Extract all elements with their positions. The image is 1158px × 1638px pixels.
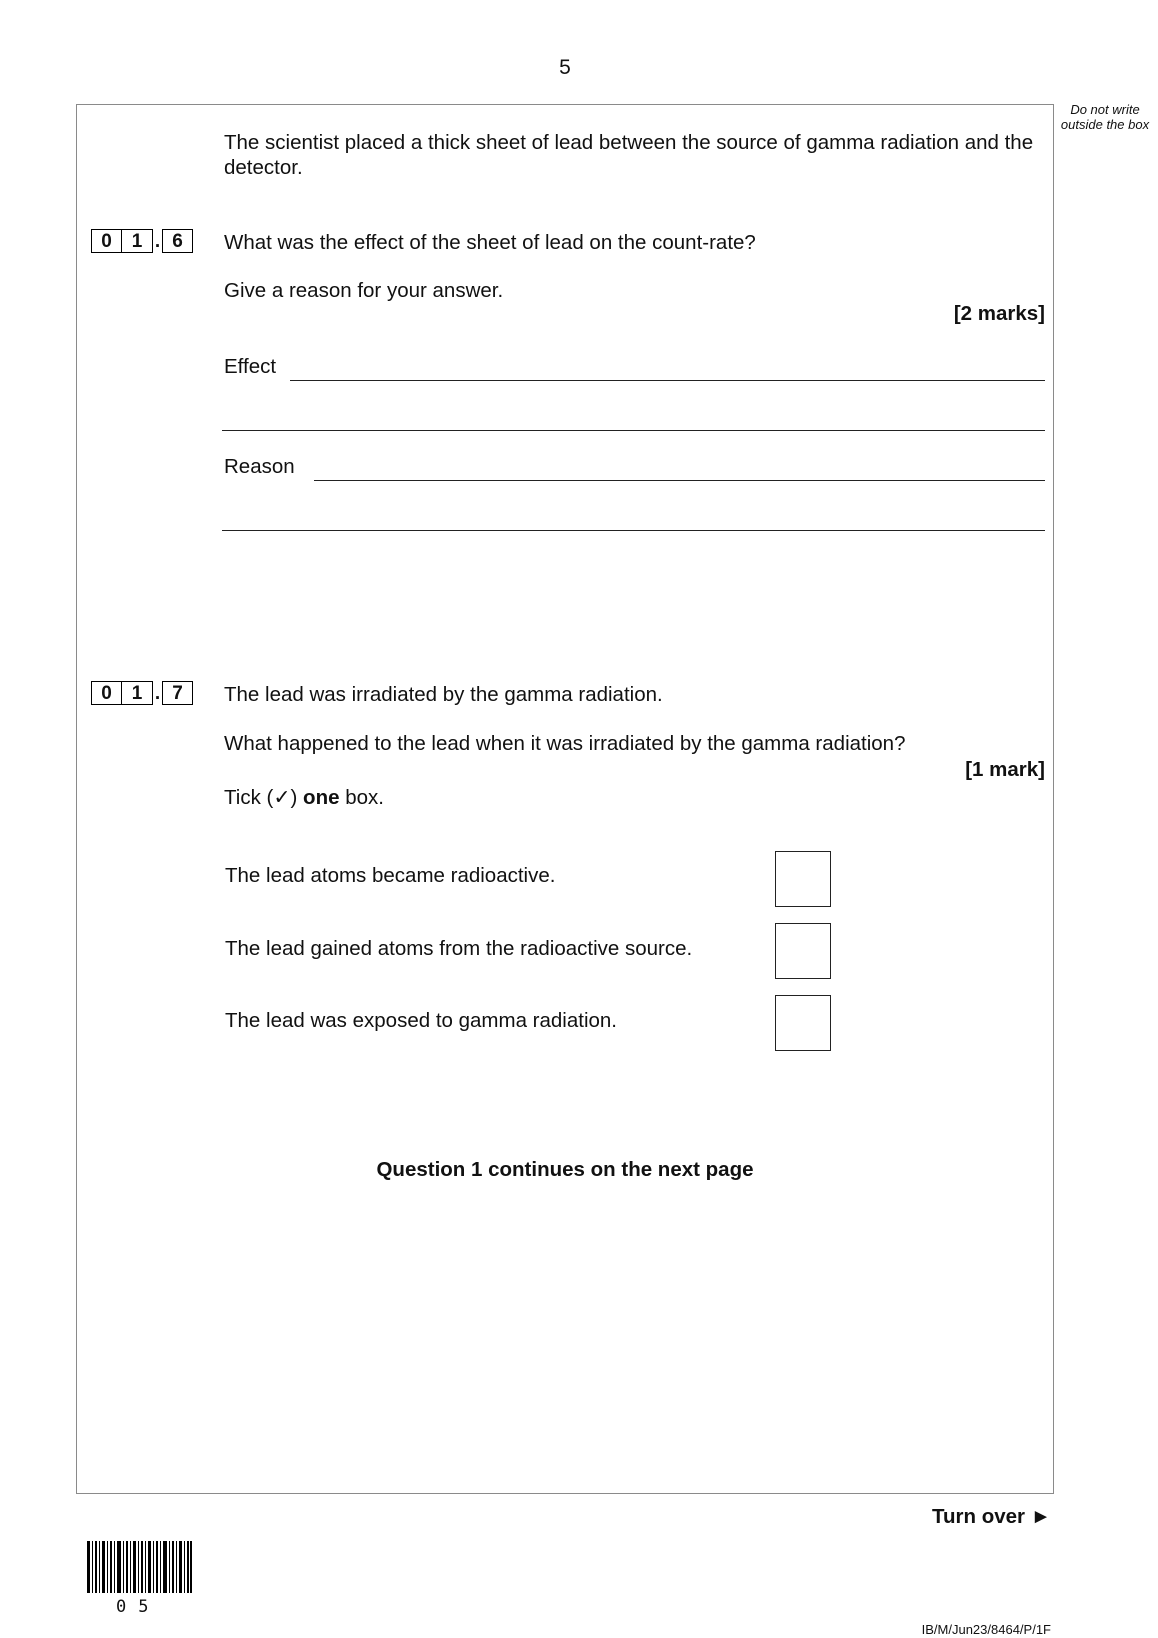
option-label: The lead gained atoms from the radioactive source. bbox=[225, 937, 693, 960]
reason-label: Reason bbox=[224, 455, 295, 478]
question-digit: 1 bbox=[122, 681, 153, 705]
option-label: The lead atoms became radioactive. bbox=[225, 864, 556, 887]
question-digit: 7 bbox=[162, 681, 193, 705]
tick-instruction bbox=[224, 785, 384, 810]
q016-marks: [2 marks] bbox=[953, 302, 1045, 325]
question-dot: . bbox=[154, 682, 161, 704]
question-number-01-7 bbox=[91, 680, 193, 706]
q017-statement: The lead was irradiated by the gamma radiation. bbox=[224, 683, 663, 706]
q017-marks: [1 mark] bbox=[965, 758, 1045, 781]
turn-over: Turn over ► bbox=[931, 1505, 1051, 1528]
q017-question: What happened to the lead when it was irradiated by the gamma radiation? bbox=[224, 732, 906, 755]
question-digit: 0 bbox=[91, 681, 122, 705]
question-digit: 1 bbox=[122, 229, 153, 253]
effect-label: Effect bbox=[224, 355, 277, 378]
option-tick-box[interactable] bbox=[775, 923, 831, 979]
question-dot: . bbox=[154, 230, 161, 252]
tick-instruction-bold: one bbox=[303, 786, 340, 809]
effect-answer-line-2[interactable] bbox=[222, 430, 1045, 431]
page-number: 5 bbox=[559, 56, 571, 79]
continues-note: Question 1 continues on the next page bbox=[376, 1158, 754, 1181]
intro-text: The scientist placed a thick sheet of lead between the source of gamma radiation and the detector. bbox=[224, 131, 1034, 179]
q016-question: What was the effect of the sheet of lead on the count-rate? bbox=[224, 231, 756, 254]
option-tick-box[interactable] bbox=[775, 995, 831, 1051]
question-number-01-6 bbox=[91, 228, 193, 254]
barcode-digits: 05 bbox=[116, 1597, 161, 1617]
option-tick-box[interactable] bbox=[775, 851, 831, 907]
tick-instruction-suffix: box. bbox=[339, 786, 384, 809]
question-digit: 0 bbox=[91, 229, 122, 253]
reason-answer-line-2[interactable] bbox=[222, 530, 1045, 531]
effect-answer-line[interactable] bbox=[290, 380, 1045, 381]
reason-answer-line[interactable] bbox=[314, 480, 1045, 481]
tick-instruction-prefix: Tick (✓) bbox=[224, 786, 304, 809]
question-digit: 6 bbox=[162, 229, 193, 253]
barcode bbox=[87, 1541, 192, 1593]
q016-instruction: Give a reason for your answer. bbox=[224, 279, 504, 302]
margin-note: Do not write outside the box bbox=[1060, 102, 1150, 132]
paper-reference: IB/M/Jun23/8464/P/1F bbox=[921, 1622, 1051, 1637]
option-label: The lead was exposed to gamma radiation. bbox=[225, 1009, 618, 1032]
answer-frame bbox=[76, 104, 1054, 1494]
